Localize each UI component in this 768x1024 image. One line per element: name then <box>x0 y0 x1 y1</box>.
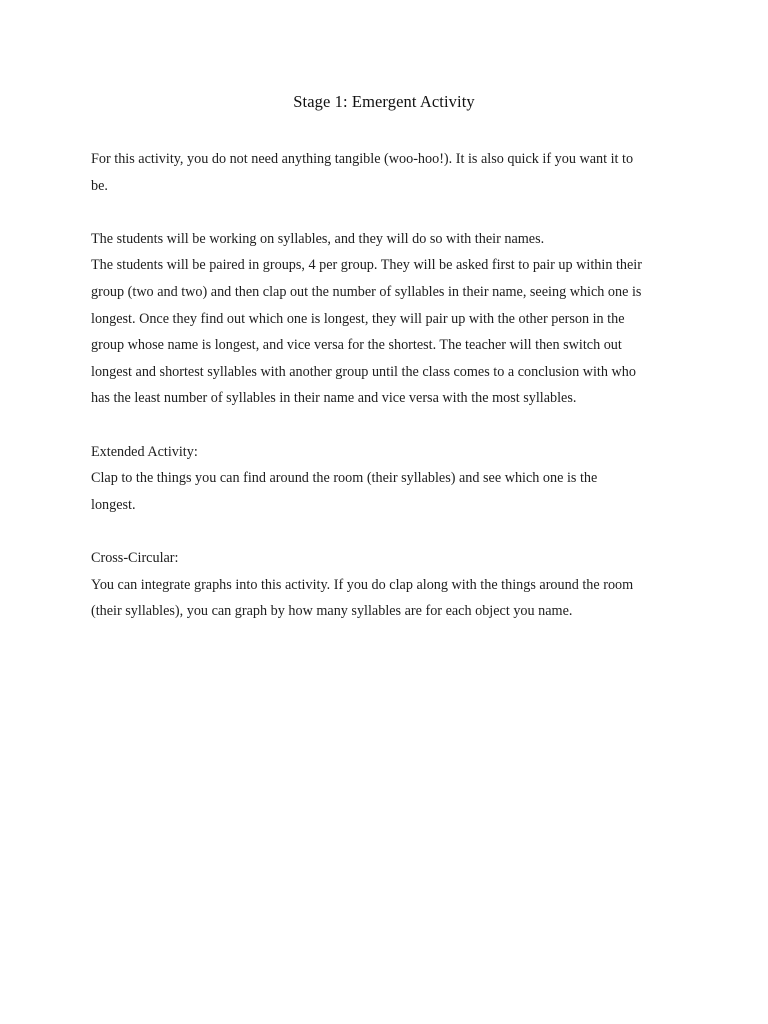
extended-line-1: Clap to the things you can find around the room (their syllables) and see which one is the <box>91 470 598 487</box>
document-body <box>91 146 676 625</box>
extended-heading: Extended Activity: <box>91 443 198 460</box>
description-line-2: The students will be paired in groups, 4 per group. They will be asked first to pair up within their <box>91 257 642 274</box>
paragraph-gap <box>91 518 676 545</box>
cross-line-2: (their syllables), you can graph by how many syllables are for each object you name. <box>91 603 573 620</box>
paragraph-gap <box>91 412 676 439</box>
description-line-7: has the least number of syllables in their name and vice versa with the most syllables. <box>91 390 577 407</box>
intro-line-1: For this activity, you do not need anything tangible (woo-hoo!). It is also quick if you want it to <box>91 151 634 167</box>
cross-line-1: You can integrate graphs into this activity. If you do clap along with the things around the room <box>91 576 634 593</box>
cross-heading: Cross-Circular: <box>91 549 179 566</box>
description-line-5: group whose name is longest, and vice versa for the shortest. The teacher will then switch out <box>91 337 622 354</box>
intro-line-2: be. <box>91 177 108 194</box>
description-line-6: longest and shortest syllables with another group until the class comes to a conclusion with who <box>91 363 636 380</box>
paragraph-gap <box>91 199 676 226</box>
document-title: Stage 1: Emergent Activity <box>293 92 475 111</box>
extended-line-2: longest. <box>91 496 136 513</box>
description-line-4: longest. Once they find out which one is longest, they will pair up with the other person in the <box>91 310 625 327</box>
description-line-1: The students will be working on syllables, and they will do so with their names. <box>91 230 545 247</box>
description-line-3: group (two and two) and then clap out the number of syllables in their name, seeing which one is <box>91 283 642 300</box>
